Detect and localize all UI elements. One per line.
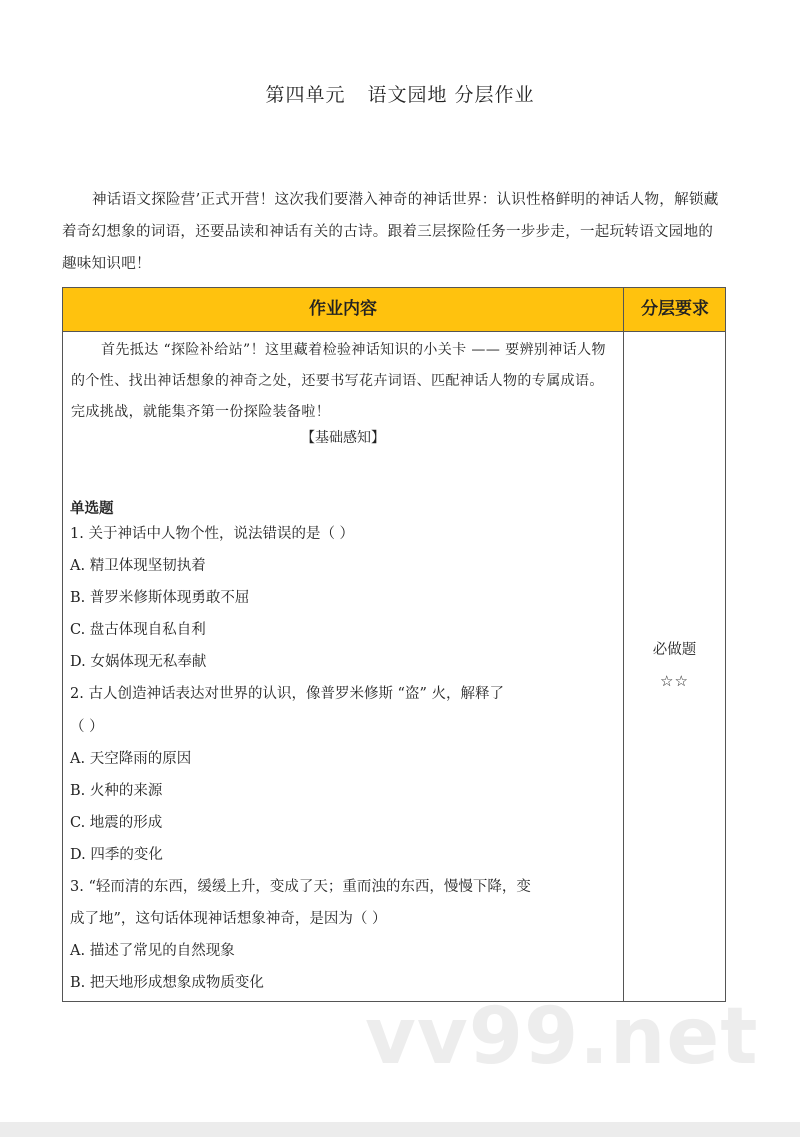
question-line: （ ） (70, 718, 104, 735)
watermark: vv99.net (365, 992, 759, 1082)
section-intro: 首先抵达 “探险补给站”！这里藏着检验神话知识的小关卡 —— 要辨别神话人物的个性、找出神话想象的神奇之处，还要书写花卉词语、匹配神话人物的专属成语。完成挑战，就能集齐第一份探险装备啦！ (71, 342, 606, 420)
star-rating-icon: ☆☆ (660, 672, 689, 690)
homework-table (62, 287, 726, 1002)
question-line: 3. “轻而清的东西，缓缓上升，变成了天；重而浊的东西，慢慢下降，变 (70, 879, 531, 896)
question-option: D. 四季的变化 (70, 846, 163, 863)
question-option: A. 天空降雨的原因 (70, 750, 192, 767)
section-heading: 【基础感知】 (301, 430, 385, 446)
question-option: B. 普罗米修斯体现勇敢不屈 (70, 590, 250, 607)
question-type-label: 单选题 (70, 501, 114, 517)
intro-paragraph: 神话语文探险营’正式开营！这次我们要潜入神奇的神话世界：认识性格鲜明的神话人物，解锁藏着奇幻想象的词语，还要品读和神话有关的古诗。跟着三层探险任务一步步走，一起玩转语文园地的趣味知识吧！ (62, 192, 719, 272)
page-title (0, 80, 800, 107)
title-unit: 第四单元 (265, 84, 346, 106)
question-option: D. 女娲体现无私奉献 (70, 654, 207, 671)
content-cell (63, 332, 623, 1001)
question-option: C. 地震的形成 (70, 814, 163, 831)
question-option: B. 火种的来源 (70, 782, 163, 799)
table-header-row (63, 288, 725, 332)
question-option: A. 精卫体现坚韧执着 (70, 558, 206, 575)
question-option: C. 盘古体现自私自利 (70, 622, 206, 639)
question-list (70, 518, 615, 999)
question-line: 成了地”，这句话体现神话想象神奇，是因为（ ） (70, 911, 387, 928)
question-option: B. 把天地形成想象成物质变化 (70, 975, 264, 992)
level-label: 必做题 (652, 642, 697, 658)
question-line: 1. 关于神话中人物个性，说法错误的是（ ） (70, 526, 355, 542)
title-subject: 语文园地 分层作业 (367, 84, 535, 106)
header-content-cell: 作业内容 (309, 299, 377, 319)
question-option: A. 描述了常见的自然现象 (70, 943, 235, 960)
level-cell (624, 332, 725, 1001)
header-level-cell: 分层要求 (623, 288, 726, 331)
question-line: 2. 古人创造神话表达对世界的认识，像普罗米修斯 “盗” 火，解释了 (70, 686, 504, 703)
